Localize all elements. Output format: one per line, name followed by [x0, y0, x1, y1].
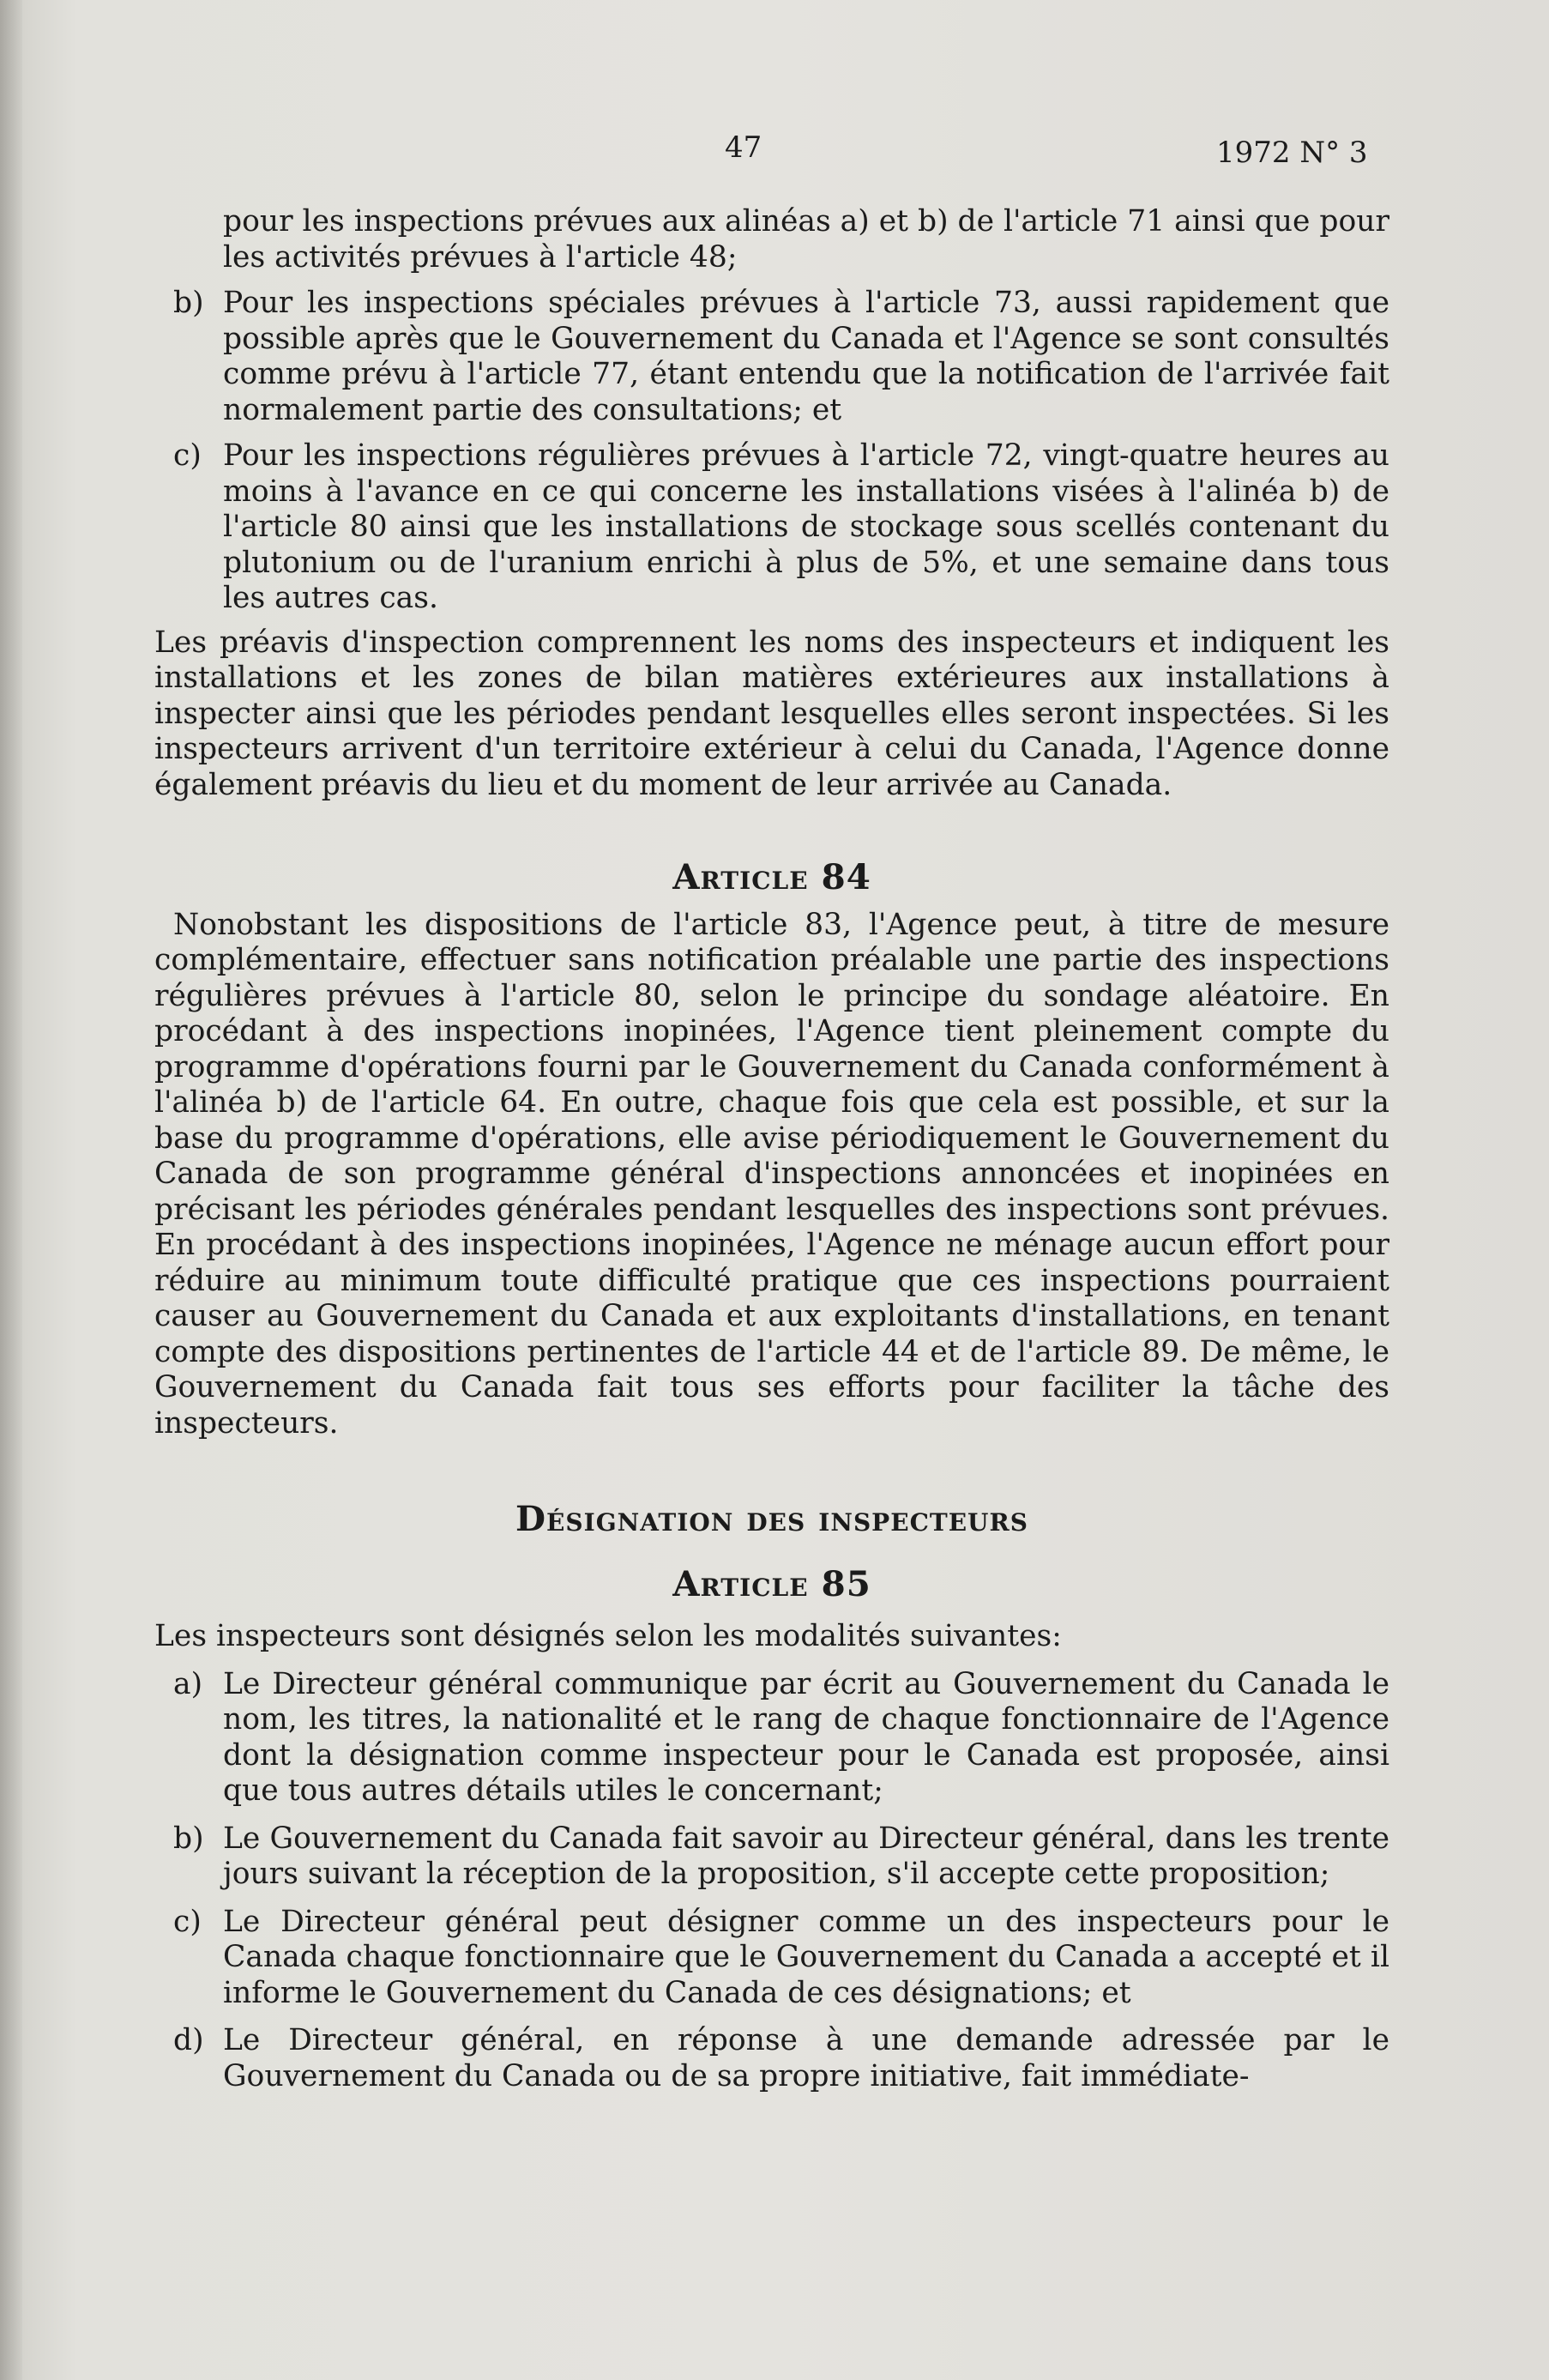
- art85-item-c: [154, 1905, 1389, 2012]
- page-number: 47: [725, 130, 762, 165]
- page-header: [0, 130, 1549, 173]
- item-text: Pour les inspections spéciales prévues à l'article 73, aussi rapidement que possible après que le Gouvernement du Canada et l'Agence se sont consultés comme prévu à l'article 77, étant entendu que la notification de l'arrivée fait normalement partie des consultations; et: [223, 286, 1389, 427]
- item-text: Le Gouvernement du Canada fait savoir au Directeur général, dans les trente jours suivant la réception de la proposition, s'il accepte cette proposition;: [223, 1821, 1389, 1891]
- article-85-list: [154, 1667, 1389, 2095]
- item-text: Pour les inspections régulières prévues à l'article 72, vingt-quatre heures au moins à l'avance en ce qui concerne les installations visées à l'alinéa b) de l'article 80 ainsi que les installations de stockage sous scellés contenant du plutonium ou de l'uranium enrichi à plus de 5%, et une semaine dans tous les autres cas.: [223, 438, 1389, 615]
- article-84-paragraph: Nonobstant les dispositions de l'article 83, l'Agence peut, à titre de mesure complémentaire, effectuer sans notification préalable une partie des inspections régulières prévues à l'article 80, selon le principe du sondage aléatoire. En procédant à des inspections inopinées, l'Agence tient pleinement compte du programme d'opérations fourni par le Gouvernement du Canada conformément à l'alinéa b) de l'article 64. En outre, chaque fois que cela est possible, et sur la base du programme d'opérations, elle avise périodiquement le Gouvernement du Canada de son programme général d'inspections annoncées et inopinées en précisant les périodes générales pendant lesquelles des inspections sont prévues. En procédant à des inspections inopinées, l'Agence ne ménage aucun effort pour réduire au minimum toute difficulté pratique que ces inspections pourraient causer au Gouvernement du Canada et aux exploitants d'installations, en tenant compte des dispositions pertinentes de l'article 44 et de l'article 89. De même, le Gouvernement du Canada fait tous ses efforts pour faciliter la tâche des inspecteurs.: [154, 907, 1389, 1441]
- year-reference: 1972 N° 3: [1216, 136, 1368, 170]
- page-body: [154, 204, 1389, 2094]
- art83-item-b: [154, 286, 1389, 428]
- art83-item-c: [154, 438, 1389, 617]
- designation-section-heading: Désignation des inspecteurs: [515, 1498, 1028, 1539]
- article-85-heading: Article 85: [672, 1562, 871, 1604]
- article-84-heading: Article 84: [672, 856, 871, 897]
- item-text: Le Directeur général, en réponse à une demande adressée par le Gouvernement du Canada ou de sa propre initiative, fait immédiate-: [223, 2023, 1389, 2093]
- art85-item-d: [154, 2023, 1389, 2094]
- item-label: b): [173, 1821, 204, 1856]
- item-label: a): [173, 1666, 203, 1701]
- item-text: Le Directeur général communique par écrit au Gouvernement du Canada le nom, les titres, la nationalité et le rang de chaque fonctionnaire de l'Agence dont la désignation comme inspecteur pour le Canada est proposée, ainsi que tous autres détails utiles le concernant;: [223, 1666, 1389, 1808]
- item-text: Le Directeur général peut désigner comme un des inspecteurs pour le Canada chaque fonctionnaire que le Gouvernement du Canada a accepté et il informe le Gouvernement du Canada de ces désignations; et: [223, 1904, 1389, 2010]
- item-label: c): [173, 438, 202, 473]
- item-label: b): [173, 286, 204, 320]
- art83-closing-paragraph: Les préavis d'inspection comprennent les noms des inspecteurs et indiquent les installations et les zones de bilan matières extérieures aux installations à inspecter ainsi que les périodes pendant lesquelles elles seront inspectées. Si les inspecteurs arrivent d'un territoire extérieur à celui du Canada, l'Agence donne également préavis du lieu et du moment de leur arrivée au Canada.: [154, 625, 1389, 802]
- item-a-continuation: pour les inspections prévues aux alinéas a) et b) de l'article 71 ainsi que pour les activités prévues à l'article 48;: [223, 204, 1389, 275]
- page-binding-edge: [0, 0, 22, 2380]
- art85-item-a: [154, 1667, 1389, 1809]
- article-85-intro: Les inspecteurs sont désignés selon les modalités suivantes:: [154, 1619, 1062, 1653]
- item-label: c): [173, 1904, 202, 1939]
- art85-item-b: [154, 1821, 1389, 1893]
- item-label: d): [173, 2023, 204, 2057]
